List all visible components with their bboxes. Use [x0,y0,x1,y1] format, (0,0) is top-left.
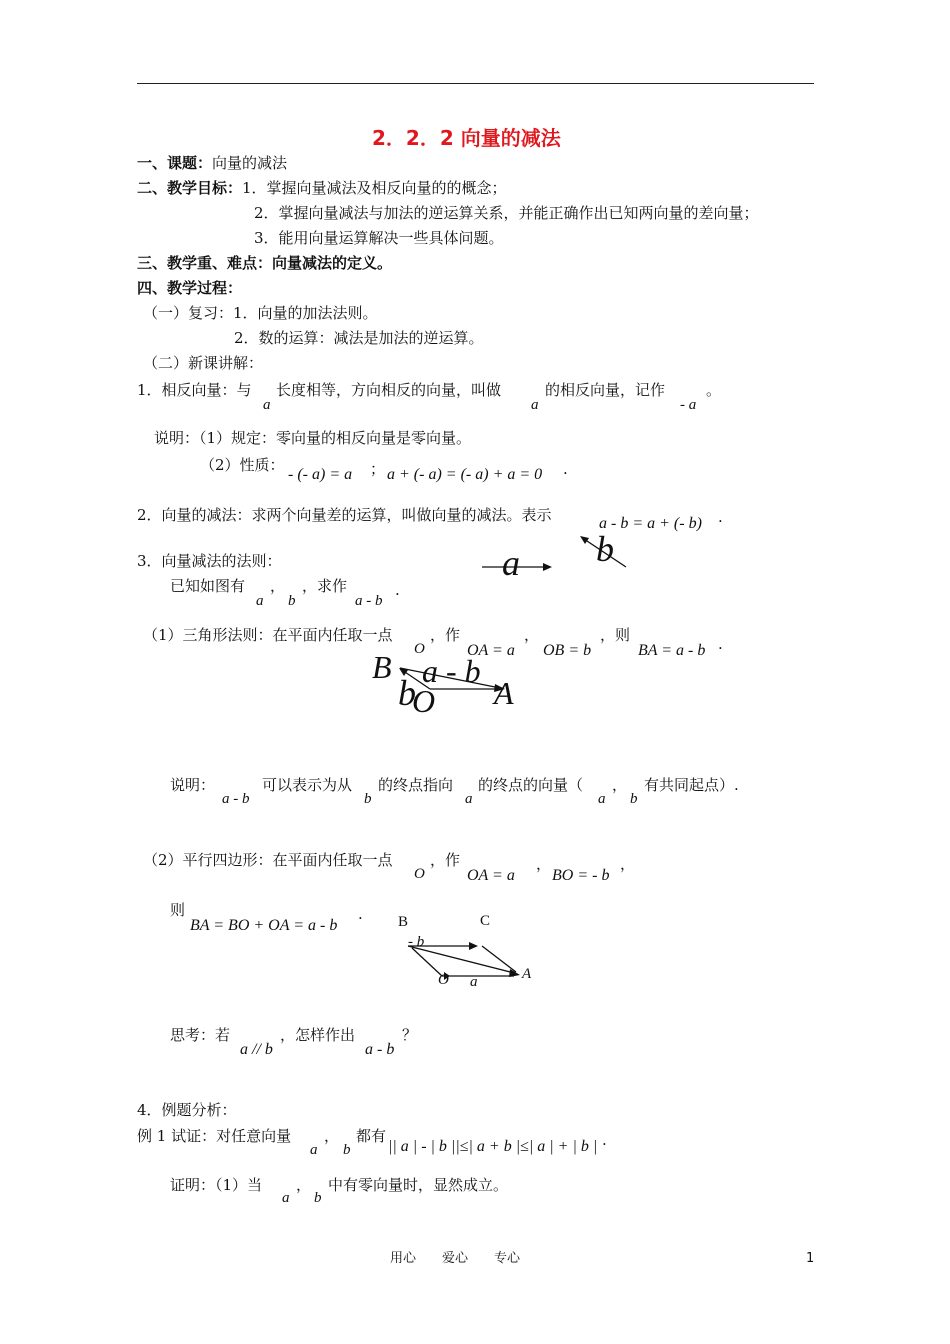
formula: a + (- a) = (- a) + a = 0 [387,466,543,483]
label-a: a [470,974,478,990]
section-topic [137,154,287,172]
note-text: 可以表示为从 [262,776,353,794]
text: ，作 [430,851,461,869]
label-b: b [398,673,416,713]
var: a - b [355,593,383,609]
comma: ， [612,776,628,794]
section-goals [137,179,507,197]
item1-text-c: 的相反向量，记作 [545,381,666,399]
label-A: A [494,675,514,711]
formula: BA = BO + OA = a - b [190,917,338,934]
point: O [414,866,425,882]
item3-title: 3．向量减法的法则： [137,552,282,570]
formula: BA = a - b [638,642,706,659]
item1-var: - a [680,397,697,413]
note-text: 有共同起点）. [644,776,739,794]
note-text: 的终点的向量（ [478,776,584,794]
item1-var: a [531,397,539,413]
review-1: （一）复习：1．向量的加法法则。 [143,304,378,322]
new-lesson: （二）新课讲解： [143,354,264,372]
label-neg-b: - b [408,934,425,950]
item2-text: 2．向量的减法：求两个向量差的运算，叫做向量的减法。表示 [137,506,552,524]
period: . [563,460,568,478]
item1-var: a [263,397,271,413]
note-text: 的终点指向 [378,776,454,794]
formula: a - b [365,1041,395,1058]
var: b [343,1142,351,1158]
var: a [598,791,606,807]
comma: ， [324,1127,340,1145]
text: ，则 [600,626,631,644]
label-a-minus-b: a - b [422,653,481,689]
period: . [718,508,723,526]
point: O [414,641,425,657]
section-label: 二、教学目标： [137,179,243,197]
var: b [630,791,638,807]
label-A: A [522,966,532,982]
separator: ； [370,460,386,478]
comma: ， [620,855,636,873]
triangle-rule-text: （1）三角形法则：在平面内任取一点 [143,626,393,644]
goal-3: 3．能用向量运算解决一些具体问题。 [254,229,504,247]
section-key-points: 三、教学重、难点：向量减法的定义。 [137,254,393,272]
var: a [310,1142,318,1158]
formula: || a | - | b ||≤| a + b |≤| a | + | b | [388,1138,598,1155]
var: b [364,791,372,807]
text: 则 [170,901,186,919]
label-B: B [398,914,409,930]
section-label: 一、课题： [137,154,213,172]
question-mark: ？ [402,1026,418,1044]
formula: a // b [240,1041,273,1058]
var: b [288,593,296,609]
item1-text-b: 长度相等，方向相反的向量，叫做 [276,381,502,399]
period: . [718,635,723,653]
example-text: 例 1 试证：对任意向量 [137,1127,292,1145]
text: ，作 [430,626,461,644]
formula: OB = b [543,642,592,659]
item3-text: 已知如图有 [170,577,246,595]
goal-1: 1．掌握向量减法及相反向量的的概念； [242,179,507,197]
formula: OA = a [467,642,515,659]
label-O: O [438,972,449,988]
comma: ， [296,1176,312,1194]
item3-text: ，求作 [302,577,348,595]
example-text: 都有 [356,1127,387,1145]
period: . [602,1131,607,1149]
header-rule [137,83,814,84]
formula: OA = a [467,867,515,884]
section-process: 四、教学过程： [137,279,243,297]
comma: ， [270,577,286,595]
comma: ， [536,855,552,873]
period: . [395,581,400,599]
period: . [358,905,363,923]
parallelogram-text: （2）平行四边形：在平面内任取一点 [143,851,393,869]
review-2: 2．数的运算：减法是加法的逆运算。 [234,329,484,347]
page-number: 1 [806,1251,815,1266]
item1-text-d: 。 [706,381,722,399]
page-title: 2．2．2 向量的减法 [372,126,561,150]
formula: a - b = a + (- b) [599,515,702,532]
var: a [465,791,473,807]
footer-text: 用心 爱心 专心 [390,1251,521,1266]
big-vector-a: a [502,543,520,583]
goal-2: 2．掌握向量减法与加法的逆运算关系，并能正确作出已知两向量的差向量； [254,204,759,222]
big-vector-b: b [596,529,614,569]
item4-title: 4．例题分析： [137,1101,237,1119]
think-text: 思考：若 [170,1026,231,1044]
label-O: O [412,683,436,719]
formula: BO = - b [552,867,610,884]
note-2-label: （2）性质： [200,456,285,474]
var: a [256,593,264,609]
note-text: 说明： [170,776,216,794]
note-1: 说明：（1）规定：零向量的相反向量是零向量。 [154,429,472,447]
label-C: C [480,913,491,929]
var: a [282,1190,290,1206]
formula: - (- a) = a [288,466,353,483]
item1-text-a: 1．相反向量：与 [137,381,252,399]
var: b [314,1190,322,1206]
var: a - b [222,791,250,807]
think-text: ，怎样作出 [280,1026,356,1044]
section-text: 向量的减法 [212,154,288,172]
comma: ， [524,626,540,644]
proof-text: 证明：（1）当 [170,1176,263,1194]
proof-text: 中有零向量时，显然成立。 [328,1176,509,1194]
label-B: B [372,649,392,685]
